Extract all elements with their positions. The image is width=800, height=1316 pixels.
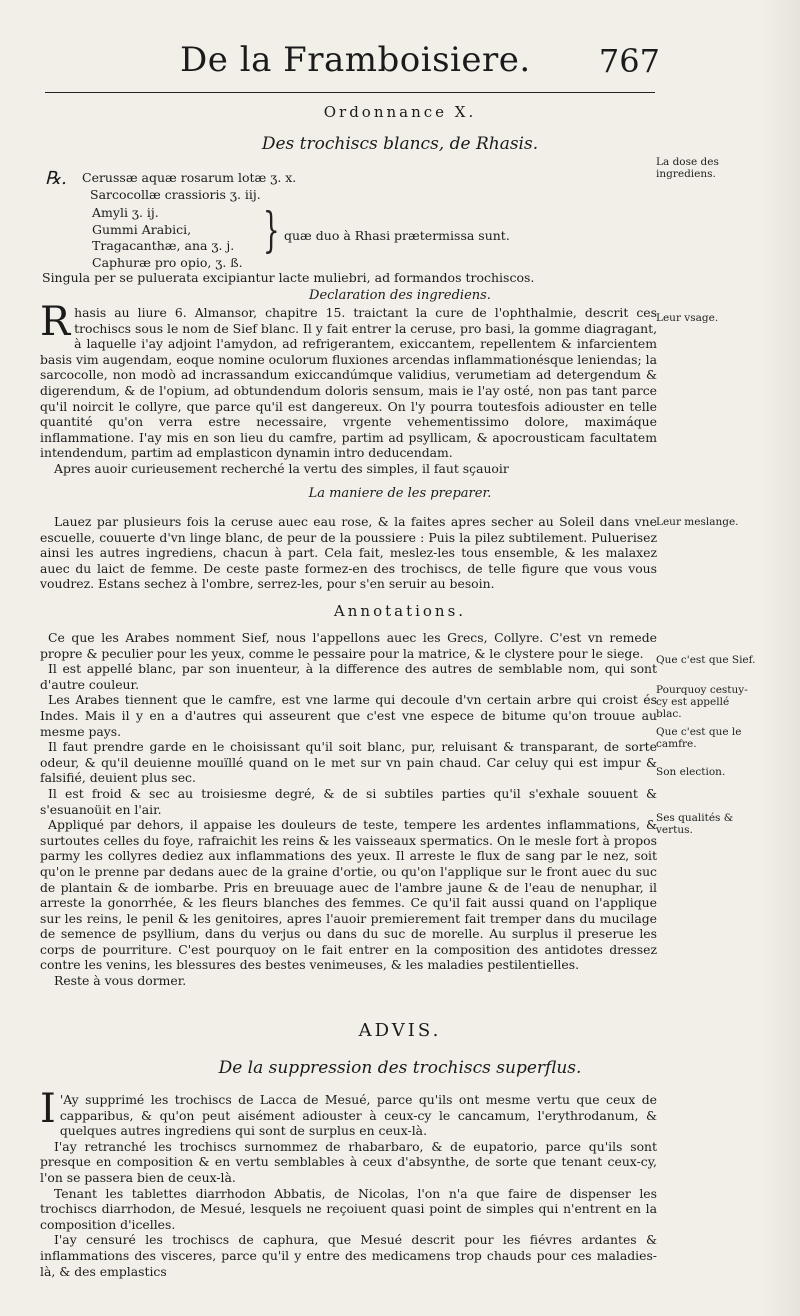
declaration-title: Declaration des ingrediens. <box>309 288 491 303</box>
annotation-paragraph: Il est froid & sec au troisiesme degré, & de si subtiles parties qu'il s'exhale souuent & s'esuanoüit en l'air. <box>40 785 657 817</box>
annotations-text <box>40 630 657 989</box>
recipe-block <box>40 170 660 280</box>
page-edge-shadow <box>760 0 800 1316</box>
recipe-line: Amyli ʒ. ij. <box>92 205 159 220</box>
advis-subtitle: De la suppression des trochiscs superflus. <box>218 1058 582 1078</box>
preparation-text: Lauez par plusieurs fois la ceruse auec eau rose, & la faites apres secher au Soleil dans vne escuelle, couuerte d'vn linge blanc, de peur de la poussiere : Puis la pilez subtilement. Puluerisez ainsi les autres ingrediens, chacun à part. Cela fait, meslez-les tous ensemble, & les malaxez auec du laict de femme. De ceste paste formez-en des trochiscs, de telle figure que vous vous voudrez. Estans sechez à l'ombre, serrez-les, pour s'en seruir au besoin. <box>40 514 657 592</box>
page-header <box>40 40 660 90</box>
advis-paragraph: 'Ay supprimé les trochiscs de Lacca de Mesué, parce qu'ils ont mesme vertu que ceux de capparibus, & qu'on peut aisément adiouster à ceux-cy le cancamum, l'erythrodanum, & quelques autres ingrediens qui sont de surplus en ceux-là. <box>59 1092 657 1139</box>
recipe-instruction: Singula per se puluerata excipiantur lacte muliebri, ad formandos trochiscos. <box>42 270 535 285</box>
margin-note: Son election. <box>656 766 726 778</box>
running-title: De la Framboisiere. <box>180 40 531 80</box>
brace-note: quæ duo à Rhasi prætermissa sunt. <box>284 228 510 243</box>
page-number: 767 <box>598 42 660 80</box>
margin-note: Leur meslange. <box>656 516 739 528</box>
header-rule <box>45 92 655 93</box>
annotation-paragraph: Il faut prendre garde en le choisissant qu'il soit blanc, pur, reluisant & transparant, de sorte odeur, & qu'il deuienne mouïllé quand on le met sur vn pain chaud. Car celuy qui est impur & falsifié, deuient plus sec. <box>40 739 657 786</box>
dropcap: R <box>40 299 71 345</box>
margin-note: Pourquoy cestuy-cy est appellé blac. <box>656 684 748 720</box>
trochisc-title: Des trochiscs blancs, de Rhasis. <box>261 134 539 154</box>
recipe-line: Cerussæ aquæ rosarum lotæ ʒ. x. <box>82 170 297 185</box>
recipe-line: Gummi Arabici, <box>92 222 192 237</box>
brace: } <box>262 202 280 258</box>
recipe-line: Caphuræ pro opio, ʒ. ß. <box>92 255 243 270</box>
advis-paragraph: Tenant les tablettes diarrhodon Abbatis, de Nicolas, l'on n'a que faire de dispenser les trochiscs diarrhodon, de Mesué, lesquels ne reçoiuent quasi point de simples qui n'entrent en la composition d'icelles. <box>40 1185 657 1232</box>
margin-note: Ses qualités & vertus. <box>656 812 734 836</box>
dropcap: I <box>40 1086 56 1132</box>
margin-note: Que c'est que Sief. <box>656 654 756 666</box>
margin-note: La dose des ingrediens. <box>656 156 719 180</box>
annotation-paragraph: Il est appellé blanc, par son inuenteur, à la difference des autres de semblable nom, qui sont d'autre couleur. <box>40 661 657 692</box>
annotation-paragraph: Reste à vous dormer. <box>54 973 187 989</box>
annotation-paragraph: Appliqué par dehors, il appaise les douleurs de teste, tempere les ardentes inflammations, & surtoutes celles du foye, rafraichit les reins & les vaisseaux spermatics. On le mesle fort à propos parmy les collyres dediez aux inflammations des yeux. Il arreste le flux de sang par le nez, soit qu'on le prenne par dedans auec de la graine d'ortie, ou qu'on l'applique sur le front auec du suc de plantain & de iombarbe. Pris en breuuage auec de l'ambre jaune & de l'eau de nenuphar, il arreste la gonorrhée, & les fleurs blanches des femmes. Ce qu'il fait aussi quand on l'applique sur les reins, le penil & les genitoires, apres l'auoir premierement fait tremper dans du mucilage de semence de psyllium, dans du verjus ou dans du suc de morelle. Au surplus il preserue les corps de pourriture. C'est pourquoy on le fait entrer en la composition des antidotes dressez contre les venins, les blessures des bestes venimeuses, & les maladies pestilentielles. <box>40 817 657 973</box>
annotation-paragraph: Ce que les Arabes nomment Sief, nous l'appellons auec les Grecs, Collyre. C'est vn remede propre & peculier pour les yeux, comme le pessaire pour la matrice, & le clystere pour le siege. <box>40 630 657 661</box>
advis-heading: ADVIS. <box>358 1020 442 1041</box>
margin-note: Leur vsage. <box>656 312 719 324</box>
advis-paragraph: I'ay retranché les trochiscs surnommez de rhabarbaro, & de eupatorio, parce qu'ils sont presque en composition & en vertu semblables à ceux d'absynthe, de sorte que tenant ceux-cy, l'on se passera bien de ceux-là. <box>40 1138 657 1185</box>
margin-note: Que c'est que le camfre. <box>656 726 742 750</box>
ordonnance-heading: Ordonnance X. <box>323 103 477 121</box>
advis-text <box>40 1086 657 1279</box>
annotation-paragraph: Les Arabes tiennent que le camfre, est vne larme qui decoule d'vn certain arbre qui croist és Indes. Mais il y en a d'autres qui asseurent que c'est vne espece de bitume qu'on trouue au mesme pays. <box>40 692 657 739</box>
declaration-after: Apres auoir curieusement recherché la vertu des simples, il faut sçauoir <box>54 460 509 476</box>
advis-paragraph: I'ay censuré les trochiscs de caphura, que Mesué descrit pour les fiévres ardantes & inflammations des visceres, parce qu'il y entre des medicamens trop chauds pour ces maladies-là, & des emplastics <box>40 1232 657 1279</box>
declaration-text <box>40 299 658 477</box>
annotations-heading: Annotations. <box>333 602 467 620</box>
preparation-title: La maniere de les preparer. <box>308 486 492 501</box>
declaration-body: hasis au liure 6. Almansor, chapitre 15. traictant la cure de l'ophthalmie, descrit ces trochiscs sous le nom de Sief blanc. Il y fait entrer la ceruse, pro basi, la gomme diagragant, à laquelle i'ay adjoint l'amydon, ad refrigerantem, exiccantem, repellentem & infarcientem basis vim augendam, eoque nomine oculorum fluxiones arcendas inflammationésque leniendas; la sarcocolle, non modò ad incrassandum exiccandúmque validius, verumetiam ad detergendum & digerendum, & de l'opium, ad obtundendum doloris sensum, mais ie l'ay osté, non pas tant parce qu'il noircit le collyre, que parce qu'il est dangereux. On l'y pourra toutesfois adiouster en telle quantité qu'on verra estre necessaire, vrgente vehementissimo dolore, maximáque inflammatione. I'ay mis en son lieu du camfre, partim ad psyllicam, & apocrousticam facultatem intendendum, partim ad emplasticon dynamin intro deducendam. <box>40 305 658 461</box>
recipe-line: Tragacanthæ, ana ʒ. j. <box>92 238 235 253</box>
recipe-symbol: ℞. <box>45 168 67 189</box>
recipe-line: Sarcocollæ crassioris ʒ. iij. <box>90 187 261 202</box>
